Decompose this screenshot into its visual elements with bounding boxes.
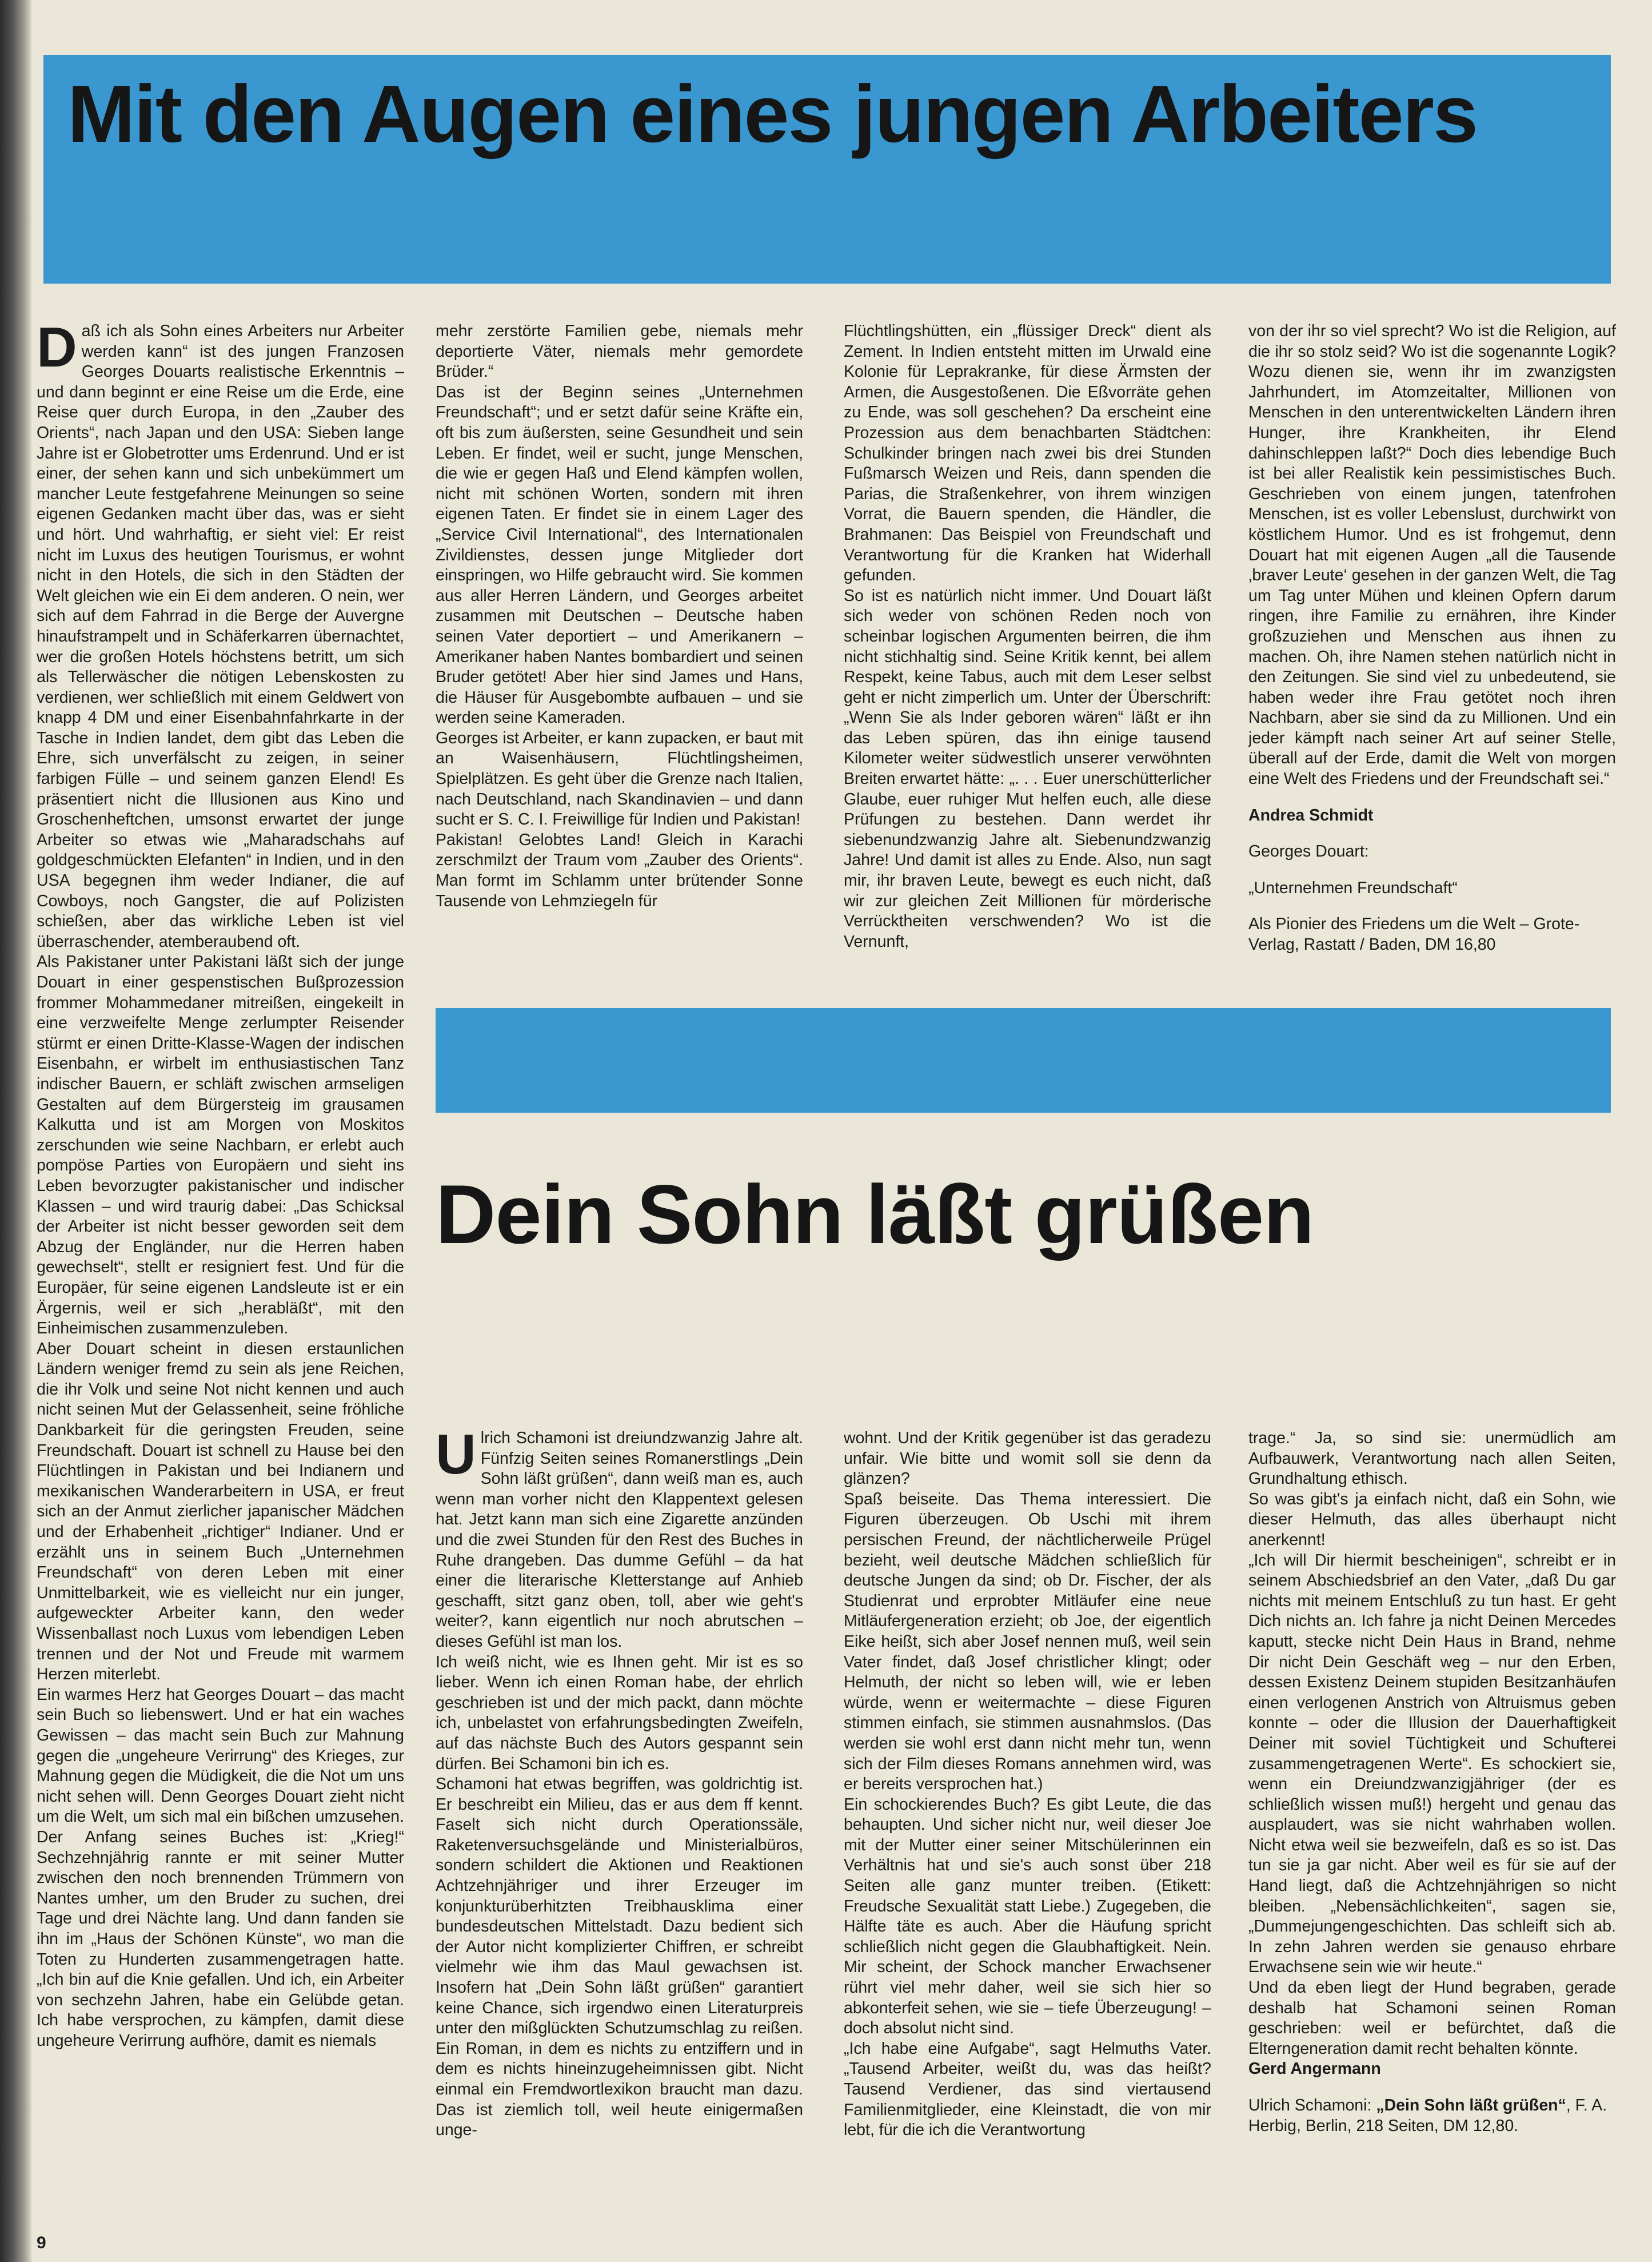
article2-paragraph: Spaß beiseite. Das Thema interessiert. Die Figuren überzeugen. Ob Uschi mit ihrem persischen Freund, der nächtlicherweile Prügel bezieht, weil deutsche Mädchen schließlich für deutsche Jungen da sind; ob Dr. Fischer, der als Studienrat und erprobter Mitläufer eine neue Mitläufergeneration erzieht; ob Joe, der eigentlich Eike heißt, sich aber Josef nennen muß, weil sein Vater findet, daß Josef christlicher klingt; oder Helmuth, der nicht so leben will, wie er leben würde, wenn er weitermachte – diese Figuren stimmen einfach, sie stimmen ausnahmslos. (Das werden sie wohl erst dann nicht mehr tun, wenn sich der Film dieses Romans annehmen wird, was er bereits versprochen hat.): [844, 1490, 1211, 1794]
article2-book-reference: Ulrich Schamoni: „Dein Sohn läßt grüßen“, F. A. Herbig, Berlin, 218 Seiten, DM 12,80.: [1248, 2096, 1607, 2135]
article1-author: Andrea Schmidt: [1248, 806, 1374, 825]
article1-column-3: [844, 321, 1211, 979]
article1-book-author: Georges Douart:: [1248, 842, 1369, 861]
article2-paragraph: Und da eben liegt der Hund begraben, gerade deshalb hat Schamoni seinen Roman geschrieben: weil er befürchtet, daß die Elterngeneration damit recht behalten könnte.: [1248, 1978, 1616, 2058]
article2-title: Dein Sohn läßt grüßen: [436, 1168, 1314, 1261]
dropcap: U: [436, 1428, 476, 1486]
article1-paragraph: mehr zerstörte Familien gebe, niemals mehr deportierte Väter, niemals mehr gemordete Brüder.“: [436, 322, 803, 381]
article1-column-4: [1248, 321, 1616, 979]
article2-paragraph: Ich weiß nicht, wie es Ihnen geht. Mir ist es so lieber. Wenn ich einen Roman habe, der ehrlich geschrieben ist und der mich packt, dann möchte ich, unbelastet von erfahrungsbedingten Zweifeln, auf das nächste Buch des Autors gespannt sein dürfen. Bei Schamoni bin ich es.: [436, 1652, 803, 1773]
article2-column-1: [436, 1428, 803, 2217]
article1-book-title: „Unternehmen Freundschaft“: [1248, 878, 1458, 897]
page-number: 9: [37, 2233, 46, 2252]
article2-paragraph: trage.“ Ja, so sind sie: unermüdlich am Aufbauwerk, Verantwortung nach allen Seiten, Grundhaltung ethisch.: [1248, 1429, 1616, 1488]
article2-paragraph: Ein schockierendes Buch? Es gibt Leute, die das behaupten. Und sicher nicht nur, weil dieser Joe mit der Mutter einer seiner Mitschülerinnen ein Verhältnis hat und sie's auch sonst über 218 Seiten alle ganz munter treiben. (Etikett: Freudsche Sexualität statt Liebe.) Zugegeben, die Hälfte täte es auch. Aber die Häufung spricht schließlich nicht gegen die Glaubhaftigkeit. Nein. Mir scheint, der Schock mancher Erwachsener rührt viel mehr daher, weil sie sich hier so abkonterfeit sehen, wie sie – tiefe Überzeugung! – doch absolut nicht sind.: [844, 1795, 1211, 2038]
article1-paragraph: Ein warmes Herz hat Georges Douart – das macht sein Buch so liebenswert. Und er hat ein waches Gewissen – das macht sein Buch zur Mahnung gegen die „ungeheure Verirrung“ des Krieges, zur Mahnung gegen die Müdigkeit, die die Not um uns nicht sehen will. Denn Georges Douart zieht nicht um die Welt, um sich mal ein bißchen umzusehen. Der Anfang seines Buches ist: „Krieg!“ Sechzehnjährig rannte er mit seiner Mutter zwischen den noch brennenden Trümmern von Nantes umher, um den Bruder zu suchen, drei Tage und drei Nächte lang. Und dann fanden sie ihn im „Haus der Schönen Künste“, wo man die Toten zu Hunderten zusammengetragen hatte. „Ich bin auf die Knie gefallen. Und ich, ein Arbeiter von sechzehn Jahren, habe ein Gelübde getan. Ich habe versprochen, zu kämpfen, damit diese ungeheure Verirrung aufhöre, damit es niemals: [37, 1685, 404, 2050]
article1-paragraph: Als Pakistaner unter Pakistani läßt sich der junge Douart in einer gespenstischen Bußprozession frommer Mohammedaner mitreißen, eingekeilt in eine verzweifelte Menge zerlumpter Reisender stürmt er einen Dritte-Klasse-Wagen der indischen Eisenbahn, er wirbelt im enthusiastischen Tanz indischer Bauern, er schläft zwischen armseligen Gestalten auf dem Bürgersteig im grausamen Kalkutta und ist am Morgen von Moskitos zerschunden wie seine Nachbarn, er erlebt auch pompöse Parties von Europäern und sieht ins Leben bevorzugter pakistanischer und indischer Klassen – und wird traurig dabei: „Das Schicksal der Arbeiter ist nicht besser geworden seit dem Abzug der Engländer, nur die Herren haben gewechselt“, stellt er resigniert fest. Und für die Europäer, für seine eigenen Landsleute ist er ein Ärgernis, weil er sich „herabläßt“, mit den Einheimischen zusammenzuleben.: [37, 953, 404, 1338]
article1-paragraph: So ist es natürlich nicht immer. Und Douart läßt sich weder von schönen Reden noch von scheinbar logischen Argumenten beirren, die ihm nicht stichhaltig sind. Seine Kritik kennt, bei allem Respekt, keine Tabus, auch mit dem Leser selbst geht er nicht zimperlich um. Unter der Überschrift: „Wenn Sie als Inder geboren wären“ läßt er ihn das Leben spüren, das ihn einige tausend Kilometer weiter südwestlich unserer verwöhnten Breiten erwartet hätte: „. . . Euer unerschütterlicher Glaube, euer ruhiger Mut helfen euch, alle diese Prüfungen zu bestehen. Dann werdet ihr siebenundzwanzig Jahre alt. Siebenundzwanzig Jahre! Und damit ist alles zu Ende. Also, nun sagt mir, ihr braven Leute, bewegt es euch nicht, daß wir zur gleichen Zeit Millionen für mörderische Verrücktheiten verschwenden? Wo ist die Vernunft,: [844, 586, 1211, 951]
article2-column-2: [844, 1428, 1211, 2217]
article2-author: Gerd Angermann: [1248, 2060, 1381, 2078]
article1-column-2: [436, 321, 803, 979]
article1-paragraph: Pakistan! Gelobtes Land! Gleich in Karachi zerschmilzt der Traum vom „Zauber des Orients“. Man formt im Schlamm unter brütender Sonne Tausende von Lehmziegeln für: [436, 830, 803, 910]
dropcap: D: [37, 321, 77, 379]
article1-paragraph: von der ihr so viel sprecht? Wo ist die Religion, auf die ihr so stolz seid? Wo ist die sogenannte Logik? Wozu dienen sie, wenn ihr im zwanzigsten Jahrhundert, im Atomzeitalter, Millionen von Menschen in den unterentwickelten Ländern ihren Hunger, ihre Krankheiten, ihr Elend dahinschleppen laßt?“ Doch dies lebendige Buch ist bei aller Realistik kein pessimistisches Buch. Geschrieben von einem jungen, tatenfrohen Menschen, ist es voller Lebenslust, durchwirkt von köstlichem Humor. Und es ist frohgemut, denn Douart hat mit eigenen Augen „all die Tausende ‚braver Leute‘ gesehen in der ganzen Welt, die Tag um Tag unter Mühen und kleinen Opfern darum ringen, ihre Familie zu ernähren, ihre Kinder großzuziehen und Menschen aus ihnen zu machen. Oh, ihre Namen stehen natürlich nicht in den Zeitungen. Sie sind viel zu unbedeutend, sie haben weder ihre Frau getötet noch ihren Nachbarn, aber sie sind da zu Millionen. Und ein jeder kämpft nach seiner Art auf seiner Stelle, überall auf der Erde, damit die Welt von morgen eine Welt des Friedens und der Freundschaft sei.“: [1248, 322, 1616, 788]
article1-paragraph: Flüchtlingshütten, ein „flüssiger Dreck“ dient als Zement. In Indien entsteht mitten im Urwald eine Kolonie für Leprakranke, für diese Ärmsten der Armen, die Ausgestoßenen. Die Eßvorräte gehen zu Ende, was soll geschehen? Da erscheint eine Prozession aus dem benachbarten Städtchen: Schulkinder bringen nach zwei bis drei Stunden Fußmarsch Weizen und Reis, dann spenden die Parias, die Straßenkehrer, von ihrem winzigen Vorrat, die Bauern spenden, die Händler, die Brahmanen: Das Beispiel von Freundschaft und Verantwortung für die Kranken hat Widerhall gefunden.: [844, 322, 1211, 585]
article2-paragraph: Ulrich Schamoni ist dreiundzwanzig Jahre alt. Fünfzig Seiten seines Romanerstlings „Dein Sohn läßt grüßen“, dann weiß man es, auch wenn man vorher nicht den Klappentext gelesen hat. Jetzt kann man sich eine Zigarette anzünden und die zwei Stunden für den Rest des Buches in Ruhe drangeben. Das dumme Gefühl – da hat einer die literarische Kletterstange auf Anhieb geschafft, sitzt ganz oben, toll, aber wie geht's weiter?, kann eigentlich nur noch abrutschen – dieses Gefühl ist man los.: [436, 1428, 803, 1651]
article2-paragraph: „Ich habe eine Aufgabe“, sagt Helmuths Vater. „Tausend Arbeiter, weißt du, was das heißt? Tausend Verdiener, das sind viertausend Familienmitglieder, eine Kleinstadt, die von mir lebt, für die ich die Verantwortung: [844, 2039, 1211, 2140]
title-band-middle: [436, 1008, 1611, 1113]
article2-column-3: [1248, 1428, 1616, 2217]
article2-paragraph: wohnt. Und der Kritik gegenüber ist das geradezu unfair. Wie bitte und womit soll sie denn da glänzen?: [844, 1429, 1211, 1488]
binding-edge: [0, 0, 31, 2262]
article2-paragraph: „Ich will Dir hiermit bescheinigen“, schreibt er in seinem Abschiedsbrief an den Vater, „daß Du gar nichts mit meinem Entschluß zu tun hast. Er geht Dich nichts an. Ich fahre ja nicht Deinen Mercedes kaputt, stecke nicht Dein Haus in Brand, nehme Dir nicht Dein Geschäft weg – nur den Erben, dessen Existenz Deinem stupiden Besitzanhäufen einen verlogenen Anstrich von Altruismus geben konnte – oder die Illusion der Dauerhaftigkeit Deiner mit soviel Tüchtigkeit und Schufterei zusammengetragenen Werte“. Es schockiert sie, wenn ein Dreiundzwanzigjähriger (der es schließlich wissen muß!) hergeht und genau das ausplaudert, was sie nicht wahrhaben wollen. Nicht etwa weil sie bezweifeln, daß es so ist. Das tun sie ja gar nicht. Aber weil es für sie auf der Hand liegt, daß die Achtzehnjährigen so nicht bleiben. „Nebensächlichkeiten“, sagen sie, „Dummejungengeschichten. Das schleift sich ab. In zehn Jahren werden sie genauso ehrbare Erwachsene sein wie wir heute.“: [1248, 1551, 1616, 1977]
article1-paragraph: Das ist der Beginn seines „Unternehmen Freundschaft“; und er setzt dafür seine Kräfte ein, oft bis zum äußersten, seine Gesundheit und sein Leben. Er findet, weil er sucht, junge Menschen, die wie er gegen Haß und Elend kämpfen wollen, nicht mit schönen Worten, sondern mit ihren eigenen Taten. Er findet sie in einem Lager des „Service Civil International“, des Internationalen Zivildienstes, dessen junge Mitglieder dort einspringen, wo Hilfe gebraucht wird. Sie kommen aus aller Herren Ländern, und Georges arbeitet zusammen mit Deutschen – Deutsche haben seinen Vater deportiert – und Amerikanern – Amerikaner haben Nantes bombardiert und seinen Bruder getötet! Aber hier sind James und Hans, die Häuser für Ausgebombte aufbauen – und sie werden seine Kameraden.: [436, 383, 803, 727]
article2-paragraph: Schamoni hat etwas begriffen, was goldrichtig ist. Er beschreibt ein Milieu, das er aus dem ff kennt. Faselt sich nicht durch Operationssäle, Raketenversuchsgelände und Ministerialbüros, sondern schildert die Aktionen und Reaktionen Achtzehnjähriger und ihrer Erzeuger im konjunkturüberhitzten Treibhausklima einer bundesdeutschen Mittelstadt. Dazu bedient sich der Autor nicht komplizierter Chiffren, er schreibt vielmehr wie ihm das Maul gewachsen ist. Insofern hat „Dein Sohn läßt grüßen“ garantiert keine Chance, sich irgendwo einen Literaturpreis unter den mißglückten Schutzumschlag zu reißen. Ein Roman, in dem es nichts zu entziffern und in dem es nichts hineinzugeheimnissen gibt. Nicht einmal ein Fremdwortlexikon braucht man dazu. Das ist ziemlich toll, weil heute einigermaßen unge-: [436, 1775, 803, 2140]
article2-paragraph: So was gibt's ja einfach nicht, daß ein Sohn, wie dieser Helmuth, das alles überhaupt nicht anerkennt!: [1248, 1490, 1616, 1549]
article1-title: Mit den Augen eines jungen Arbeiters: [67, 69, 1477, 160]
article1-book-publisher: Als Pionier des Friedens um die Welt – Grote-Verlag, Rastatt / Baden, DM 16,80: [1248, 915, 1580, 954]
article1-paragraph: Aber Douart scheint in diesen erstaunlichen Ländern weniger fremd zu sein als jene Reichen, die ihr Volk und seine Not nicht kennen und auch nicht seinen Mut der Gelassenheit, seine fröhliche Dankbarkeit für die geringsten Freuden, seine Freundschaft. Douart ist schnell zu Hause bei den Flüchtlingen in Pakistan und bei Indianern und mexikanischen Wanderarbeitern in USA, er freut sich an der Anmut zierlicher japanischer Mädchen und der Erhabenheit „richtiger“ Indianer. Und er erzählt uns in seinem Buch „Unternehmen Freundschaft“ von deren Leben mit einer Unmittelbarkeit, wie es vielleicht nur ein junger, aufgeweckter Arbeiter kann, den weder Wissenballast noch Luxus vom lebendigen Leben trennen und der Not und Freude mit warmem Herzen miterlebt.: [37, 1339, 404, 1684]
article1-paragraph: Georges ist Arbeiter, er kann zupacken, er baut mit an Waisenhäusern, Flüchtlingsheimen, Spielplätzen. Es geht über die Grenze nach Italien, nach Deutschland, nach Skandinavien – und dann sucht er S. C. I. Freiwillige für Indien und Pakistan!: [436, 728, 803, 829]
article1-column-1: [37, 321, 404, 2214]
article1-paragraph: Daß ich als Sohn eines Arbeiters nur Arbeiter werden kann“ ist des jungen Franzosen Georges Douarts realistische Erkenntnis – und dann beginnt er eine Reise um die Erde, eine Reise quer durch Europa, in den „Zauber des Orients“, nach Japan und den USA: Sieben lange Jahre ist er Globetrotter ums Erdenrund. Und er ist einer, der sehen kann und sich unbekümmert um mancher Leute festgefahrene Meinungen so seine eigenen Gedanken macht über das, was er sieht und hört. Und wahrhaftig, er sieht viel: Er reist nicht im Luxus des heutigen Tourismus, er wohnt nicht in den Hotels, die sich in den Städten der Welt gleichen wie ein Ei dem anderen. O nein, wer sich auf dem Fahrrad in die Berge der Auvergne hinaufstrampelt und in Schäferkarren übernachtet, wer die großen Hotels höchstens betritt, um sich als Tellerwäscher die nötigen Lebenskosten zu verdienen, wer schließlich mit einem Geldwert von knapp 4 DM und einer Eisenbahnfahrkarte in der Tasche in Indien landet, dem gibt das Leben die Ehre, sich unverfälscht zu zeigen, in seiner farbigen Fülle – und seinem ganzen Elend! Es präsentiert nicht die Illusionen aus Kino und Groschenheftchen, umsonst erwartet der junge Arbeiter so etwas wie „Maharadschahs auf goldgeschmückten Elefanten“ in Indien, und in den USA begegnen ihm weder Indianer, die auf Cowboys, noch Gangster, die auf Polizisten schießen, aber das wirkliche Leben ist viel überraschender, atemberaubend oft.: [37, 321, 404, 951]
